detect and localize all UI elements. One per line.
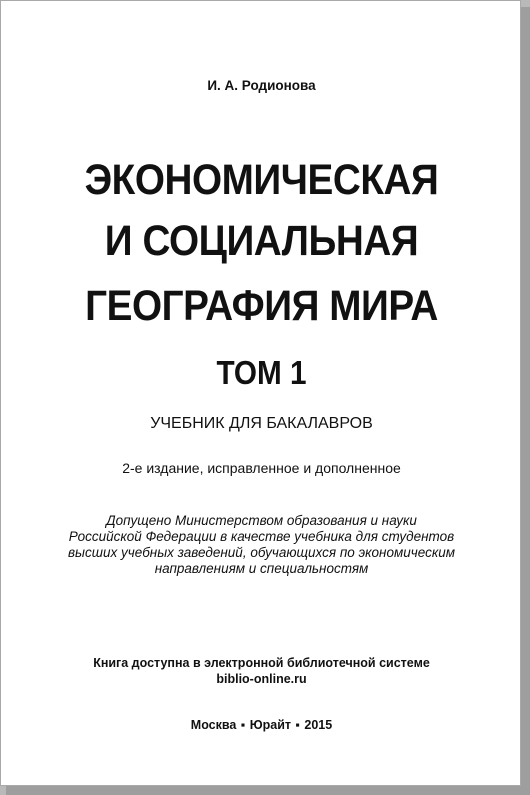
page-shadow-right [521,7,530,795]
author-name: И. А. Родионова [207,78,316,93]
approval-line: Допущено Министерством образования и науки [106,513,417,528]
library-availability [1,655,522,687]
approval-statement [1,513,522,577]
approval-line: высших учебных заведений, обучающихся по экономическим [68,545,455,560]
book-title-line-2: И СОЦИАЛЬНАЯ [104,217,419,265]
book-title-line-1: ЭКОНОМИЧЕСКАЯ [84,156,439,204]
book-title-line-3: ГЕОГРАФИЯ МИРА [85,282,438,330]
publisher-imprint: Москва ▪ Юрайт ▪ 2015 [190,718,333,732]
book-subtitle: УЧЕБНИК ДЛЯ БАКАЛАВРОВ [150,415,373,432]
library-note: Книга доступна в электронной библиотечной системе [93,656,430,670]
page-shadow-bottom [6,786,530,795]
edition-note: 2-е издание, исправленное и дополненное [122,460,401,476]
volume-label: ТОМ 1 [216,354,307,391]
approval-line: Российской Федерации в качестве учебника для студентов [68,529,455,544]
library-url: biblio-online.ru [216,672,307,686]
approval-line: направлениям и специальностям [154,561,369,576]
